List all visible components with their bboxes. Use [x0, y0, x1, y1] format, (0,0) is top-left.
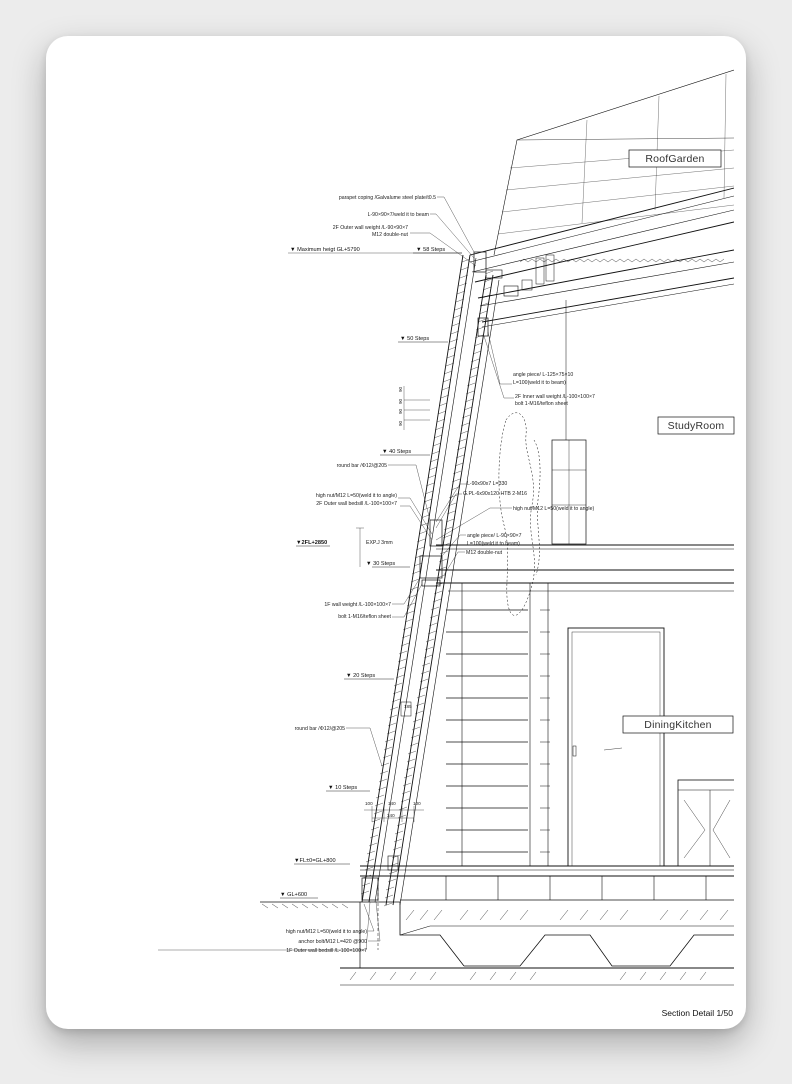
label-round-bar-low: round bar /Φ12/@205: [294, 726, 345, 732]
section-drawing: [46, 36, 746, 1029]
level-40-steps: ▼ 40 Steps: [382, 449, 412, 455]
dim-90-d: 90: [398, 420, 403, 426]
level-1fl: ▼FL±0=GL+800: [294, 858, 336, 864]
dim-90-b: 90: [398, 398, 403, 404]
label-high-nut: high nut/M12 L=50(weld it to angle): [315, 493, 397, 499]
floor-1f: [360, 866, 734, 900]
label-parapet: parapet coping /Galvalume steel plate/t0.5: [338, 195, 436, 201]
level-30-steps: ▼ 30 Steps: [366, 561, 396, 567]
label-angle-piece-bottom: angle piece/ L-90×90×7: [467, 533, 522, 539]
label-round-bar-top: round bar /Φ12/@205: [336, 463, 387, 469]
label-base-high-nut: high nut/M12 L=50(weld it to angle): [285, 929, 367, 935]
label-1f-wall-weight-bolt: bolt 1-M16/teflon sheet: [338, 614, 391, 620]
level-10-steps: ▼ 10 Steps: [328, 785, 358, 791]
label-inner-weight: 2F Inner wall weight /L-100×100×7: [515, 394, 595, 400]
drawing-sheet: [46, 36, 746, 1029]
label-double-nut: M12 double-nut: [466, 550, 503, 556]
label-angle-weld: L-90×90×7/weld it to beam: [367, 212, 429, 218]
room-label-study-room: StudyRoom: [667, 420, 725, 432]
dim-90-c: 90: [398, 408, 403, 414]
label-1f-bedsill: 1F Outer wall bedsill /L-100×100×7: [286, 948, 367, 954]
label-angle-piece-bottom-length: L=100(weld it to beam): [467, 541, 520, 547]
level-20-steps: ▼ 20 Steps: [346, 673, 376, 679]
level-58-steps: ▼ 58 Steps: [416, 247, 446, 253]
level-gl: ▼ GL+600: [280, 892, 308, 898]
study-room-structure: [436, 300, 734, 615]
level-2fl: ▼2FL+2850: [296, 540, 328, 546]
label-high-nut-right: high nut/M12 L=50(weld it to angle): [513, 506, 595, 512]
label-angle-piece-length: L=100(weld it to beam): [513, 380, 566, 386]
level-max-height: ▼ Maximum heigt GL+5790: [290, 247, 360, 253]
dim-90-a: 90: [398, 386, 403, 392]
room-label-dining-kitchen: DiningKitchen: [644, 719, 712, 731]
dim-340: 340: [387, 813, 395, 818]
dim-100-a: 100: [365, 801, 373, 806]
dim-140: 140: [388, 801, 396, 806]
roof-slab: [470, 188, 734, 327]
label-angle-piece: angle piece/ L-125×75×10: [513, 372, 574, 378]
label-outer-weight: 2F Outer wall weight /L-90×90×7: [332, 225, 408, 231]
dim-185: 185: [404, 704, 412, 709]
dining-kitchen-structure: [568, 628, 738, 866]
label-outer-bedsill: 2F Outer wall bedsill /L-100×100×7: [316, 501, 397, 507]
stair: [446, 583, 550, 866]
dim-100-b: 100: [413, 801, 421, 806]
drawing-caption: Section Detail 1/50: [661, 1008, 733, 1018]
leader-lines: [158, 197, 514, 950]
label-anchor-bolt: anchor bolt/M12 L=420 @900: [298, 939, 367, 945]
label-expj: EXP.J 3mm: [366, 540, 393, 546]
label-gpl: G.PL-6x90x120 HTB 2-M16: [463, 491, 528, 497]
label-inner-weight-bolt: bolt 1-M16/teflon sheet: [515, 401, 568, 407]
room-label-roof-garden: RoofGarden: [645, 153, 705, 165]
label-outer-weight-nut: M12 double-nut: [371, 232, 408, 238]
level-50-steps: ▼ 50 Steps: [400, 336, 430, 342]
label-l90: L-90x90x7 L=330: [467, 481, 508, 487]
label-1f-wall-weight: 1F wall weight /L-100×100×7: [324, 602, 391, 608]
